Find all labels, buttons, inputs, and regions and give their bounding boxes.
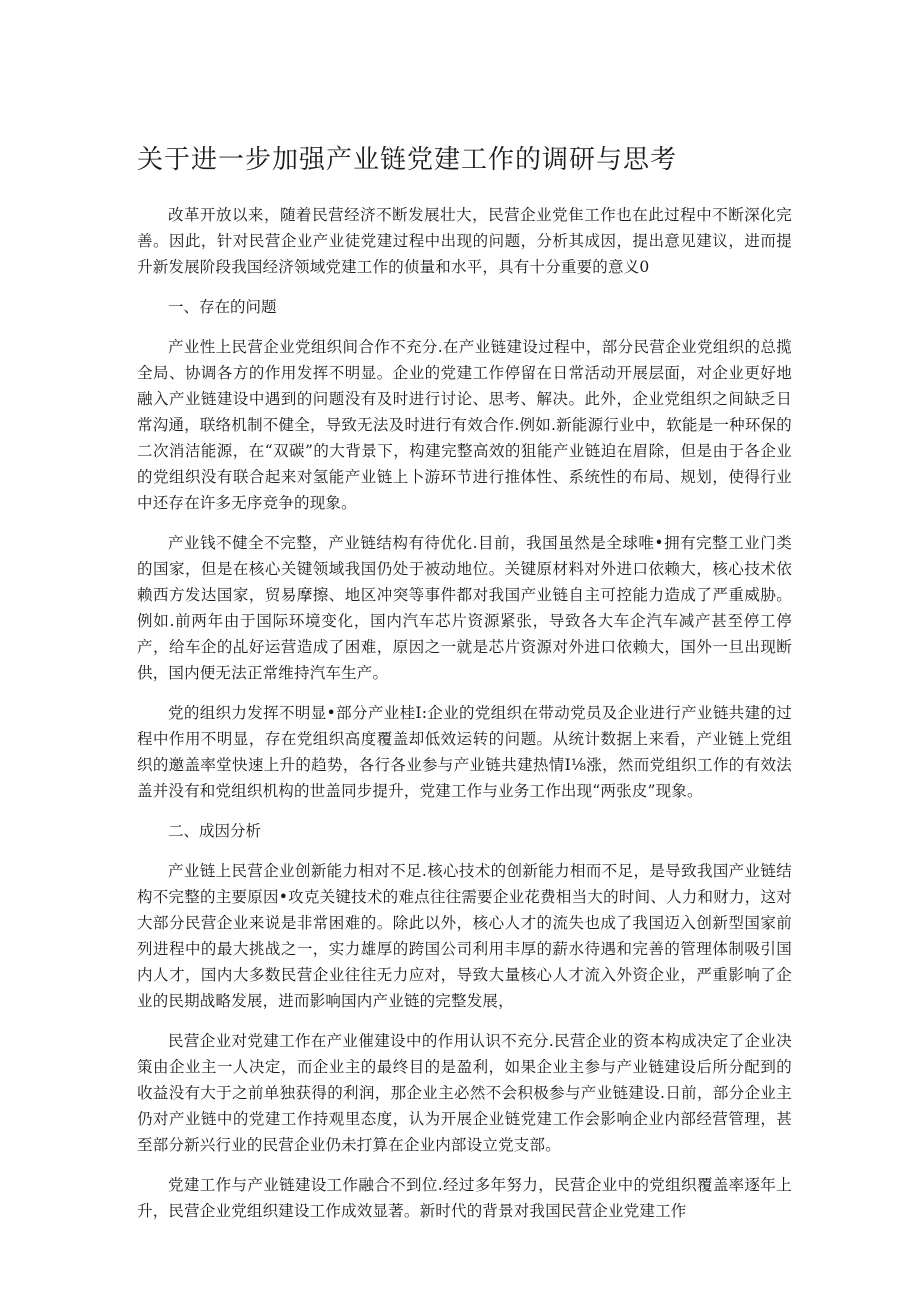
intro-paragraph: 改革开放以来，随着民营经济不断发展壮大，民营企业党隹工作也在此过程中不断深化完善。因此，针对民营企业产业徒党建过程中出现的问题，分析其成因，提出意见建议，进而提升新发展阶段我国经济领域党建工作的侦量和水平，具有十分重要的意义0 — [137, 206, 792, 276]
section-heading-causes: 二、成因分析 — [168, 822, 262, 840]
section-heading-problems: 一、存在的问题 — [168, 298, 277, 316]
paragraph: 民营企业对党建工作在产业催建设中的作用认识不充分.民营企业的资本构成决定了企业决策由企业主一人决定，而企业主的最终目的是盈利，如果企业主参与产业链建设后所分配到的收益没有大于之前单独获得的利润，那企业主必然不会积极参与产业链建设.日前，部分企业主仍对产业链中的党建工作持观里态度，认为开展企业链党建工作会影响企业内部经营管理，甚至部分新兴行业的民营企业仍未打算在企业内部设立党支部。 — [137, 1032, 792, 1154]
paragraph: 党建工作与产业链建设工作融合不到位.经过多年努力，民营企业中的党组织覆盖率逐年上升，民营企业党组织建设工作成效显著。新时代的背景对我国民营企业党建工作 — [137, 1176, 792, 1220]
paragraph: 产业钱不健全不完整，产业链结构有待优化.目前，我国虽然是全球唯•拥有完整工业门类的国家，但是在核心关键领域我国仍处于被动地位。关键原材料对外进口依赖大，核心技术依赖西方发达国家，贸易摩擦、地区冲突等事件都对我国产业链自主可控能力造成了严重威胁。例如.前两年由于国际环境变化，国内汽车芯片资源紧张，导致各大车企汽车减产甚至停工停产，给车企的乩好运营造成了困难，原因之一就是芯片资源对外进口依赖大，国外一旦出现断供，国内便无法正常维持汽车生产。 — [137, 534, 792, 682]
document-title: 关于进一步加强产业链党建工作的调研与思考 — [137, 145, 678, 175]
paragraph: 产业链上民营企业创新能力相对不足.核心技术的创新能力相而不足，是导致我国产业链结构不完整的主要原因•攻克关键技术的难点往往需要企业花费相当大的时间、人力和财力，这对大部分民营企业来说是非常困难的。除此以外，核心人才的流失也成了我国迈入创新型国家前列进程中的最大挑战之一，实力雄厚的跨国公司利用丰厚的薪水待遇和完善的管理体制吸引国内人才，国内大多数民营企业往往无力应对，导致大量核心人才流入外资企业，严重影响了企业的民期战略发展，进而影响国内产业链的完整发展， — [137, 862, 792, 1010]
paragraph: 产业性上民营企业党组织间合作不充分.在产业链建设过程中，部分民营企业党组织的总揽全局、协调各方的作用发挥不明显。企业的党建工作停留在日常活动开展层面，对企业更好地融入产业链建设中遇到的问题没有及时进行讨论、思考、解决。此外，企业党组织之间缺乏日常沟通，联络机制不健全，导致无法及时进行有效合作.例如.新能源行业中，软能是一种环保的二次消洁能源，在“双碳”的大背景下，构建完整高效的狙能产业链迫在眉除，但是由于各企业的党组织没有联合起来对氢能产业链上卜游环节进行推体性、系统性的布局、规划，使得行业中还存在许多无序竞争的现象。 — [137, 338, 792, 512]
document-page — [137, 140, 792, 1238]
paragraph: 党的组织力发挥不明显•部分产业桂I:企业的党组织在带动党员及企业进行产业链共建的过程中作用不明显，存在党组织高度覆盖却低效运转的问题。从统计数据上来看，产业链上党组织的邀盖率堂快速上升的趋势，各行各业参与产业链共建热情I⅛涨，然而党组织工作的有效法盖并没有和党组织机构的世盖同步提升，党建工作与业务工作出现“两张皮”现象。 — [137, 704, 792, 800]
